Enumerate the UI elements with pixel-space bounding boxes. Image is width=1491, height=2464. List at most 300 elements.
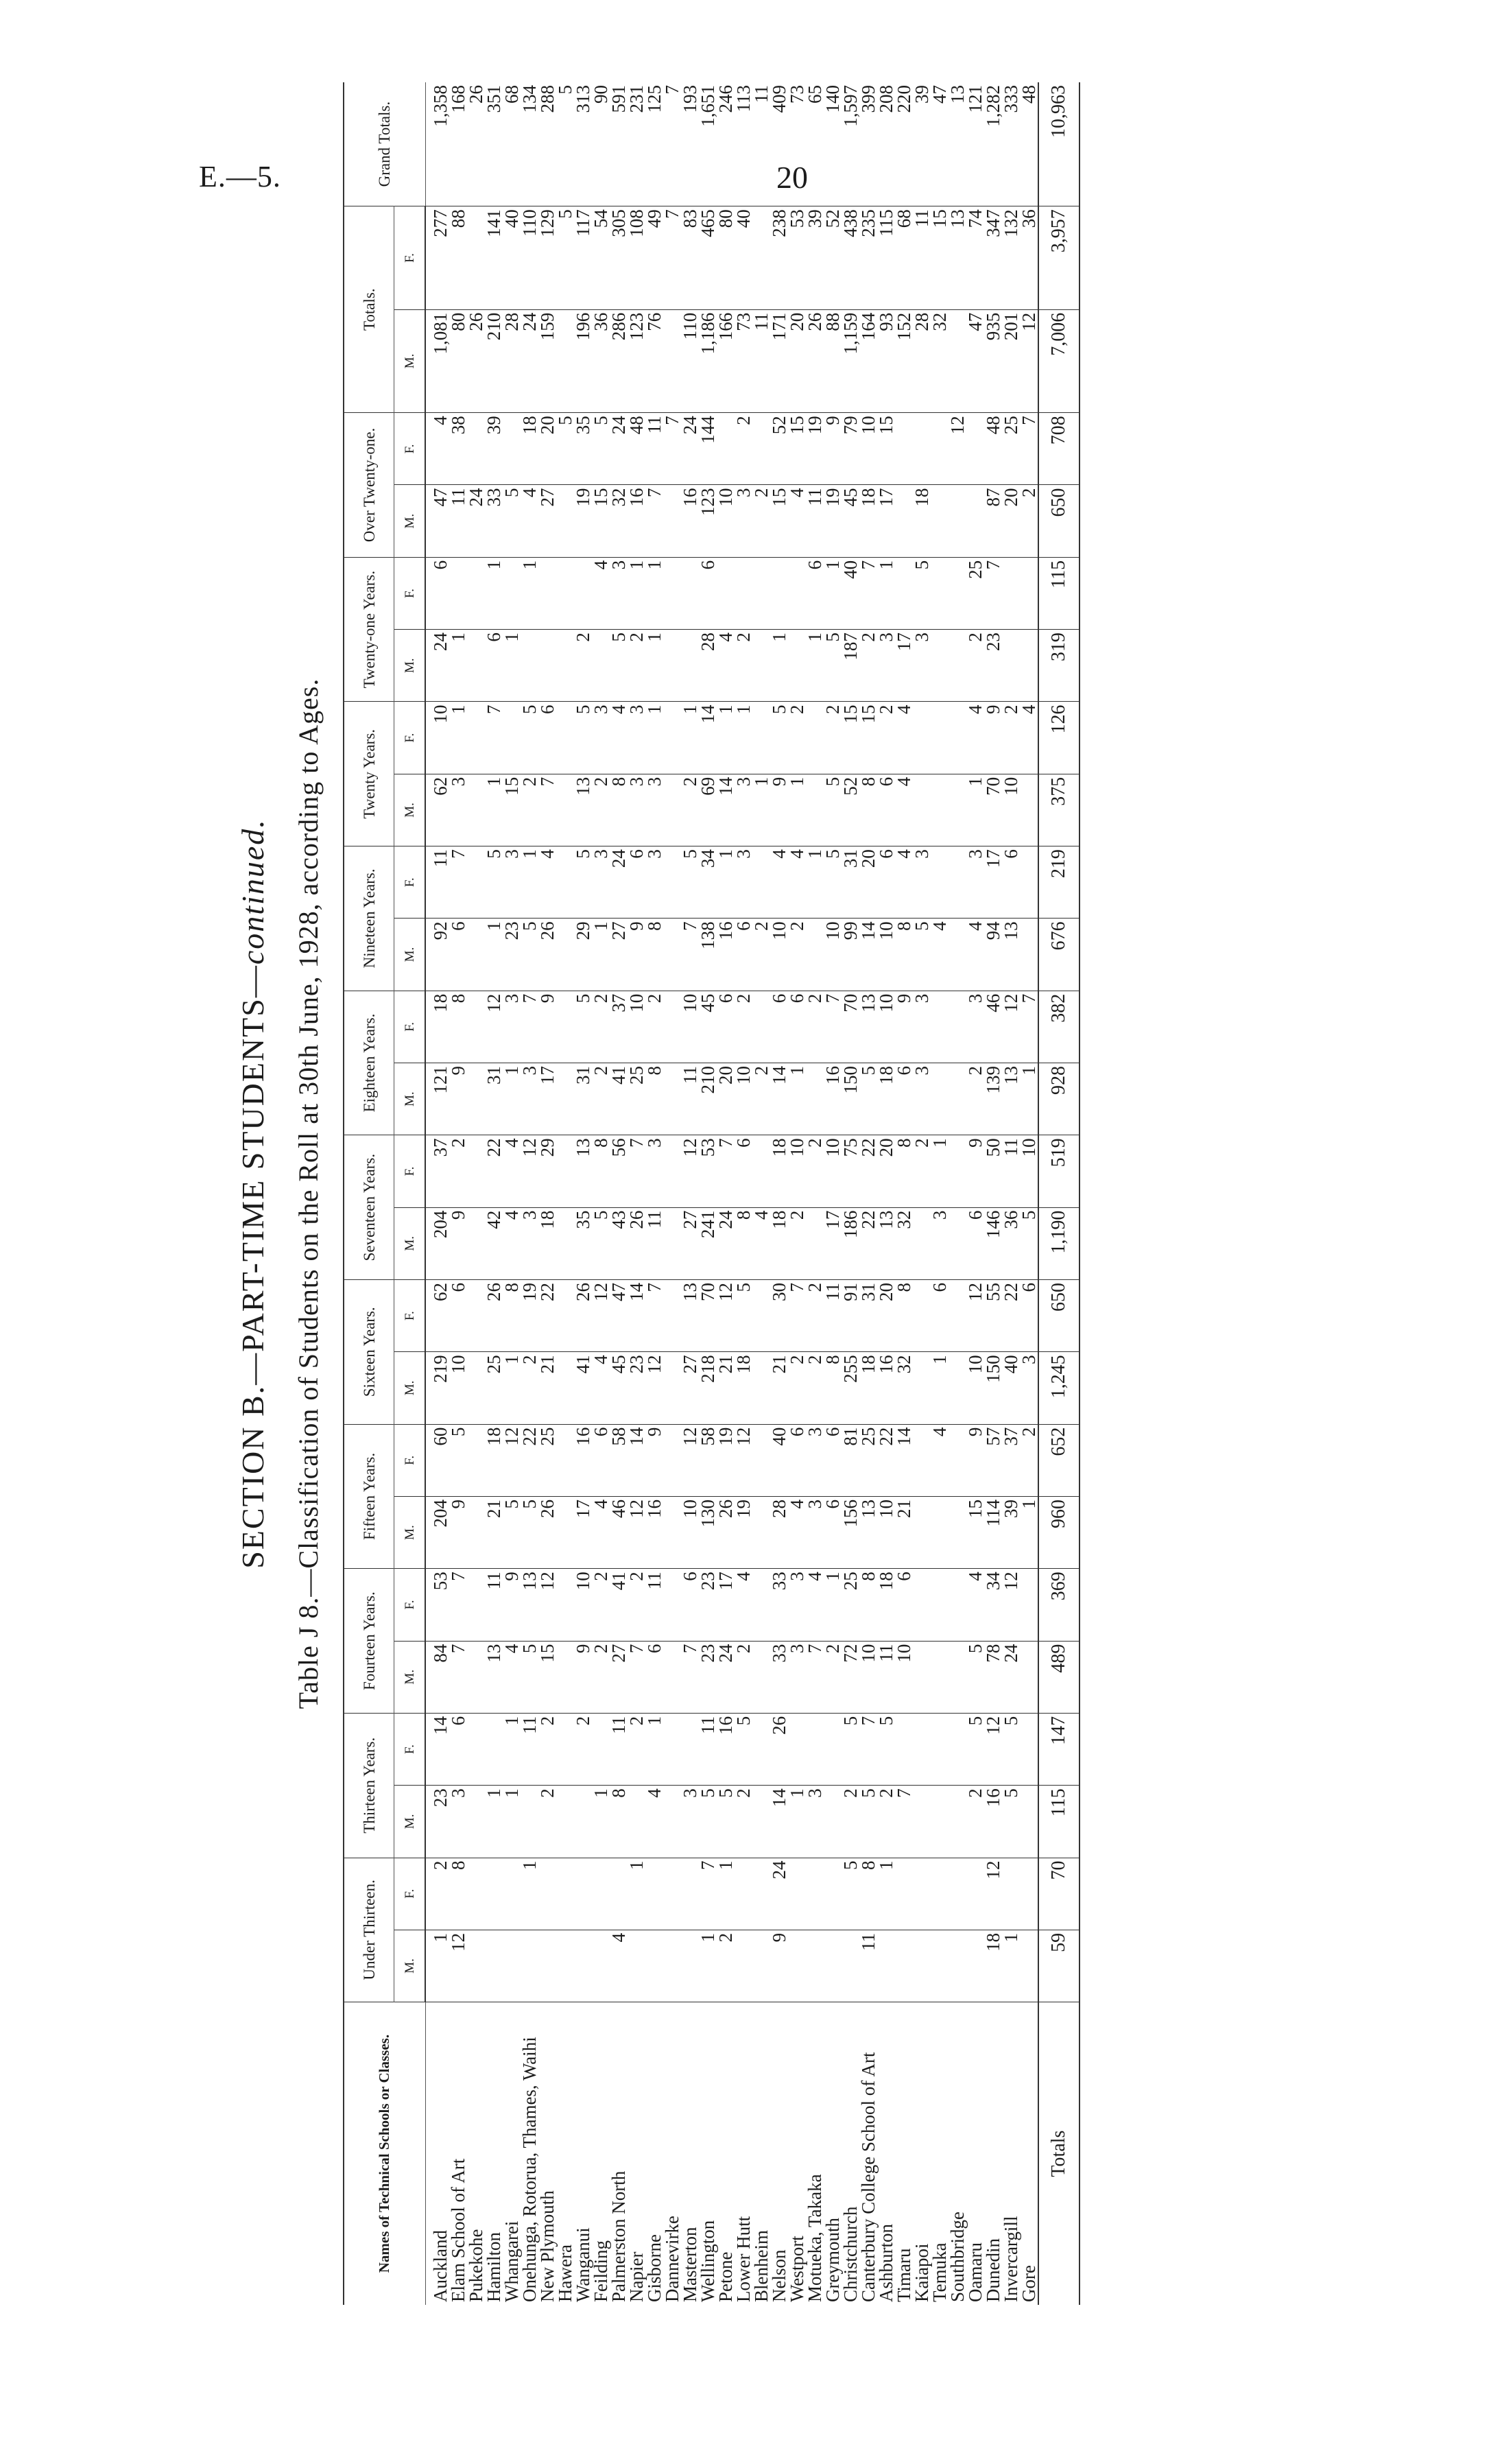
table-cell: 79 [842,413,859,485]
table-cell: 3 [645,846,663,919]
table-cell: 43 [610,1207,628,1279]
table-cell: 13 [485,1641,503,1713]
table-cell: 7 [788,1279,806,1351]
table-cell: 23 [699,1569,717,1641]
table-cell: 11 [485,1569,503,1641]
table-cell: 50 [984,1135,1002,1207]
table-cell: 130 [699,1496,717,1568]
table-cell: 1 [770,630,788,702]
table-cell: 10 [966,1352,984,1424]
table-cell [538,1858,556,1930]
table-cell: 33 [770,1569,788,1641]
table-cell [556,774,574,846]
table-cell: 45 [842,485,859,557]
table-cell [663,1569,681,1641]
table-cell [556,1569,574,1641]
table-cell: 16 [628,485,645,557]
table-cell: 1 [645,1713,663,1785]
table-cell: 1 [449,702,467,774]
table-row [788,82,806,2305]
table-cell [663,630,681,702]
table-cell: 2 [966,630,984,702]
table-cell: 47 [425,485,449,557]
table-cell: 8 [645,1063,663,1135]
table-cell: 11 [699,1713,717,1785]
table-cell [556,991,574,1063]
table-cell: 99 [842,919,859,991]
table-cell: 10 [735,1063,752,1135]
school-name: Timaru [894,2248,914,2302]
table-caption: Table J 8.—Classification of Students on the Roll at 30th June, 1928, according to Ages. [293,678,324,1709]
table-cell: 26 [538,1496,556,1568]
female-subheader: F. [394,991,426,1063]
table-cell: 2 [592,1641,610,1713]
table-cell: 35 [574,1207,592,1279]
male-subheader: M. [394,1641,426,1713]
table-cell: 74 [966,206,984,309]
table-cell [877,1930,895,2002]
table-cell [735,557,752,629]
table-cell [752,557,770,629]
total-cell: 59 [1038,1930,1080,2002]
table-cell [949,774,966,846]
table-cell [556,557,574,629]
table-cell: 5 [610,630,628,702]
table-cell: 8 [610,774,628,846]
table-cell: 123 [628,309,645,412]
table-cell: 13 [681,1279,699,1351]
table-cell [806,919,824,991]
page-number: 20 [776,160,808,195]
table-cell: 21 [538,1352,556,1424]
table-cell: 1 [521,1858,538,1930]
table-row [556,82,574,2305]
table-row [467,82,485,2305]
table-cell: 14 [628,1279,645,1351]
age-group-header: Fifteen Years. [344,1424,394,1569]
school-name: Southbridge [947,2212,968,2302]
table-cell: 277 [425,206,449,309]
table-cell: 15 [788,413,806,485]
table-cell [663,1207,681,1279]
table-cell: 1 [681,702,699,774]
table-cell: 21 [717,1352,735,1424]
table-cell [1020,1713,1038,1785]
table-cell: 399 [859,82,877,206]
table-cell: 3 [610,557,628,629]
school-name: Kaiapoi [911,2243,932,2302]
table-cell: 6 [770,991,788,1063]
table-cell: 7 [1020,413,1038,485]
table-cell: 6 [895,1063,913,1135]
table-cell [592,630,610,702]
table-cell: 12 [984,1858,1002,1930]
table-cell: 2 [877,1786,895,1858]
table-cell [556,630,574,702]
table-cell: 19 [574,485,592,557]
female-subheader: F. [394,413,426,485]
table-cell: 5 [592,1207,610,1279]
table-cell: 17 [984,846,1002,919]
table-cell: 2 [538,1786,556,1858]
table-cell: 25 [485,1352,503,1424]
table-cell: 80 [717,206,735,309]
male-subheader: M. [394,1930,426,2002]
section-title [235,62,271,2325]
table-cell: 9 [895,991,913,1063]
age-group-header-row [344,82,394,2305]
table-cell: 2 [521,1352,538,1424]
school-name: Christchurch [840,2206,861,2302]
table-cell: 46 [610,1496,628,1568]
table-cell: 246 [717,82,735,206]
table-cell: 28 [913,309,931,412]
table-cell: 32 [895,1352,913,1424]
table-cell: 2 [877,702,895,774]
table-cell [681,557,699,629]
table-cell: 22 [877,1424,895,1496]
female-subheader: F. [394,846,426,919]
table-cell: 8 [735,1207,752,1279]
table-cell: 80 [449,309,467,412]
table-cell [663,702,681,774]
table-cell [467,991,485,1063]
table-cell [770,557,788,629]
table-cell: 150 [842,1063,859,1135]
page-reference: E.—5. [199,160,281,193]
table-cell: 1 [485,919,503,991]
table-cell: 10 [425,702,449,774]
table-cell: 29 [574,919,592,991]
table-cell [467,1930,485,2002]
table-cell: 152 [895,309,913,412]
table-cell [806,702,824,774]
table-cell: 16 [574,1424,592,1496]
table-cell: 4 [503,1207,521,1279]
table-cell: 19 [806,413,824,485]
school-name: Wanganui [573,2227,593,2302]
table-cell: 146 [984,1207,1002,1279]
table-cell [592,1858,610,1930]
total-cell: 676 [1038,919,1080,991]
school-name: Hamilton [484,2232,504,2302]
table-cell [806,1063,824,1135]
table-cell [485,1930,503,2002]
table-cell: 1 [717,1858,735,1930]
table-row [895,82,913,2305]
table-cell [788,1858,806,1930]
table-cell: 10 [449,1352,467,1424]
table-row [842,82,859,2305]
table-cell: 4 [788,485,806,557]
table-cell [467,206,485,309]
table-cell [663,1063,681,1135]
table-cell [467,1713,485,1785]
table-cell: 1 [717,702,735,774]
table-cell: 4 [592,557,610,629]
table-cell [752,630,770,702]
table-cell: 14 [770,1786,788,1858]
table-cell: 26 [628,1207,645,1279]
table-row [735,82,752,2305]
table-cell [895,413,913,485]
table-cell [949,630,966,702]
school-name: Gore [1018,2265,1039,2302]
table-cell: 19 [735,1496,752,1568]
table-cell: 22 [521,1424,538,1496]
table-cell [806,1930,824,2002]
table-cell: 16 [717,919,735,991]
table-cell: 70 [984,774,1002,846]
table-cell: 5 [556,206,574,309]
table-cell [681,1858,699,1930]
table-cell [663,1424,681,1496]
table-cell: 2 [806,991,824,1063]
table-row [663,82,681,2305]
section-title-suffix: continued. [235,818,270,965]
table-cell: 3 [592,702,610,774]
table-cell: 219 [425,1352,449,1424]
table-cell [824,1786,842,1858]
table-cell: 8 [895,919,913,991]
table-cell: 8 [824,1352,842,1424]
table-cell: 9 [503,1569,521,1641]
table-cell: 6 [806,557,824,629]
table-cell: 24 [467,485,485,557]
table-cell: 110 [521,206,538,309]
table-cell: 3 [503,846,521,919]
table-cell [574,1858,592,1930]
table-cell: 1 [503,1063,521,1135]
table-cell [1020,1858,1038,1930]
table-cell: 1 [877,1858,895,1930]
table-cell: 8 [895,1279,913,1351]
table-cell [931,1858,949,1930]
table-cell: 18 [859,1352,877,1424]
table-cell [556,1786,574,1858]
table-cell: 2 [449,1135,467,1207]
table-cell [895,1930,913,2002]
table-cell: 347 [984,206,1002,309]
table-cell: 2 [842,1786,859,1858]
table-cell: 2 [735,630,752,702]
table-cell: 70 [842,991,859,1063]
table-cell: 5 [592,413,610,485]
table-cell: 5 [735,1713,752,1785]
table-cell: 12 [966,1279,984,1351]
table-cell: 6 [628,846,645,919]
total-cell: 652 [1038,1424,1080,1496]
table-cell: 17 [877,485,895,557]
table-cell: 2 [752,1063,770,1135]
table-cell: 4 [503,1641,521,1713]
table-cell [556,1279,574,1351]
table-row [913,82,931,2305]
table-cell [467,557,485,629]
table-cell: 19 [521,1279,538,1351]
table-cell: 15 [592,485,610,557]
table-cell [752,1352,770,1424]
table-cell: 10 [877,991,895,1063]
table-cell: 7 [681,1641,699,1713]
table-cell: 4 [1020,702,1038,774]
school-name: Napier [626,2251,647,2302]
table-row [425,82,449,2305]
table-cell: 4 [735,1569,752,1641]
table-cell: 6 [1020,1279,1038,1351]
table-cell: 6 [449,1279,467,1351]
table-cell: 13 [521,1569,538,1641]
table-cell: 21 [485,1496,503,1568]
table-cell: 2 [1020,1424,1038,1496]
table-cell [467,1496,485,1568]
table-row [931,82,949,2305]
school-name: Masterton [680,2227,700,2302]
table-cell: 150 [984,1352,1002,1424]
table-cell: 25 [1002,413,1020,485]
table-cell: 1 [1002,1930,1020,2002]
table-row [984,82,1002,2305]
table-cell: 18 [859,485,877,557]
table-cell: 2 [824,702,842,774]
table-cell: 47 [931,82,949,206]
table-cell: 10 [788,1135,806,1207]
table-cell: 2 [788,702,806,774]
table-cell: 5 [824,774,842,846]
table-cell: 9 [966,1424,984,1496]
table-cell [931,1569,949,1641]
table-cell [949,1424,966,1496]
table-cell [1020,1930,1038,2002]
total-cell: 3,957 [1038,206,1080,309]
table-cell [645,1858,663,1930]
table-cell [1020,1786,1038,1858]
table-cell [556,1496,574,1568]
table-cell: 17 [717,1569,735,1641]
table-cell: 9 [449,1496,467,1568]
table-cell: 36 [1020,206,1038,309]
table-cell [752,991,770,1063]
school-name: Invercargill [1001,2216,1021,2302]
table-cell [663,919,681,991]
age-group-header: Thirteen Years. [344,1713,394,1858]
table-cell [824,1930,842,2002]
table-cell: 12 [485,991,503,1063]
table-cell: 1 [645,557,663,629]
table-cell: 12 [592,1279,610,1351]
table-cell: 39 [913,82,931,206]
school-name: Westport [787,2236,807,2302]
table-cell: 10 [628,991,645,1063]
male-subheader: M. [394,919,426,991]
table-cell: 73 [788,82,806,206]
table-cell: 1 [877,557,895,629]
table-cell: 2 [628,630,645,702]
table-cell: 15 [859,702,877,774]
table-cell [735,1930,752,2002]
table-cell: 12 [1020,309,1038,412]
table-cell: 31 [859,1279,877,1351]
table-cell: 9 [824,413,842,485]
table-cell [556,1641,574,1713]
school-name: Elam School of Art [448,2158,468,2302]
table-cell: 204 [425,1207,449,1279]
table-cell: 4 [503,1135,521,1207]
table-cell: 78 [984,1641,1002,1713]
table-cell [681,1930,699,2002]
table-cell: 39 [1002,1496,1020,1568]
table-cell: 22 [1002,1279,1020,1351]
table-cell: 8 [645,919,663,991]
table-cell [931,1713,949,1785]
table-cell: 3 [913,630,931,702]
table-cell [681,1713,699,1785]
table-cell: 20 [1002,485,1020,557]
table-cell: 2 [592,1569,610,1641]
table-cell: 2 [425,1858,449,1930]
table-cell [503,702,521,774]
table-cell [895,557,913,629]
table-cell: 4 [895,846,913,919]
school-name: Dannevirke [662,2216,682,2302]
table-cell: 22 [538,1279,556,1351]
table-cell: 7 [717,1135,735,1207]
table-cell [752,1279,770,1351]
table-cell: 28 [699,630,717,702]
table-cell: 31 [842,846,859,919]
table-cell: 6 [735,1135,752,1207]
table-cell: 6 [735,919,752,991]
table-row [521,82,538,2305]
table-cell: 5 [770,702,788,774]
table-cell: 52 [770,413,788,485]
table-cell: 48 [984,413,1002,485]
table-cell: 23 [699,1641,717,1713]
table-cell: 129 [538,206,556,309]
table-cell: 41 [610,1569,628,1641]
table-cell: 333 [1002,82,1020,206]
table-cell [663,1713,681,1785]
table-cell: 36 [1002,1207,1020,1279]
table-cell: 3 [966,991,984,1063]
age-group-header: Twenty-one Years. [344,557,394,702]
table-cell [449,557,467,629]
table-cell: 1 [824,1569,842,1641]
table-cell: 9 [770,1930,788,2002]
table-cell [949,919,966,991]
table-cell: 6 [717,991,735,1063]
male-subheader: M. [394,1786,426,1858]
table-cell: 25 [538,1424,556,1496]
table-cell [628,1930,645,2002]
table-cell: 18 [913,485,931,557]
table-cell [752,413,770,485]
table-cell: 30 [770,1279,788,1351]
table-cell: 52 [842,774,859,846]
total-cell: 115 [1038,557,1080,629]
school-name: Dunedin [983,2238,1003,2302]
table-cell: 45 [610,1352,628,1424]
table-cell: 12 [1002,1569,1020,1641]
table-cell: 5 [717,1786,735,1858]
table-cell [949,846,966,919]
table-cell [574,557,592,629]
table-cell [949,1858,966,1930]
table-cell: 7 [824,991,842,1063]
female-subheader: F. [394,1135,426,1207]
table-cell: 2 [717,1930,735,2002]
table-cell: 11 [806,485,824,557]
